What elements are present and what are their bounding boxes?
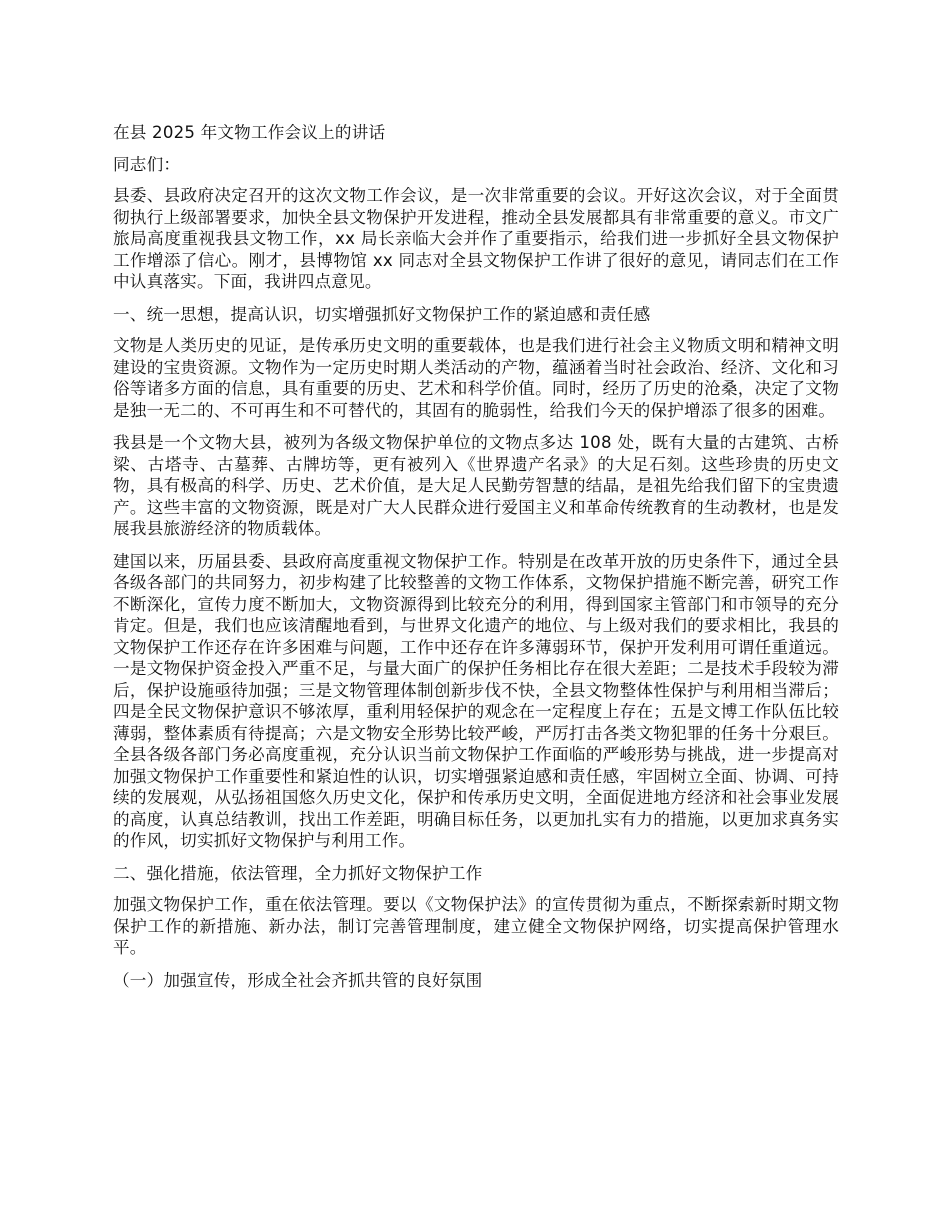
- paragraph-intro: 县委、县政府决定召开的这次文物工作会议，是一次非常重要的会议。开好这次会议，对于全面贯彻执行上级部署要求，加快全县文物保护开发进程，推动全县发展都具有非常重要的意义。市文广旅局高度重视我县文物工作，xx 局长亲临大会并作了重要指示，给我们进一步抓好全县文物保护工作增添了信心。刚才，县博物馆 xx 同志对全县文物保护工作讲了很好的意见，请同志们在工作中认真落实。下面，我讲四点意见。: [113, 186, 839, 291]
- paragraph-county-relics: 我县是一个文物大县，被列为各级文物保护单位的文物点多达 108 处，既有大量的古建筑、古桥梁、古塔寺、古墓葬、古牌坊等，更有被列入《世界遗产名录》的大足石刻。这些珍贵的历史文物，具有极高的科学、历史、艺术价值，是大足人民勤劳智慧的结晶，是祖先给我们留下的宝贵遗产。这些丰富的文物资源，既是对广大人民群众进行爱国主义和革命传统教育的生动教材，也是发展我县旅游经济的物质载体。: [113, 433, 839, 538]
- paragraph-problems: 建国以来，历届县委、县政府高度重视文物保护工作。特别是在改革开放的历史条件下，通过全县各级各部门的共同努力，初步构建了比较整善的文物工作体系，文物保护措施不断完善，研究工作不断深化，宣传力度不断加大，文物资源得到比较充分的利用，得到国家主管部门和市领导的充分肯定。但是，我们也应该清醒地看到，与世界文化遗产的地位、与上级对我们的要求相比，我县的文物保护工作还存在许多困难与问题，工作中还存在许多薄弱环节，保护开发利用可谓任重道远。一是文物保护资金投入严重不足，与量大面广的保护任务相比存在很大差距；二是技术手段较为滞后，保护设施亟待加强；三是文物管理体制创新步伐不快，全县文物整体性保护与利用相当滞后；四是全民文物保护意识不够浓厚，重利用轻保护的观念在一定程度上存在；五是文博工作队伍比较薄弱，整体素质有待提高；六是文物安全形势比较严峻，严厉打击各类文物犯罪的任务十分艰巨。全县各级各部门务必高度重视，充分认识当前文物保护工作面临的严峻形势与挑战，进一步提高对加强文物保护工作重要性和紧迫性的认识，切实增强紧迫感和责任感，牢固树立全面、协调、可持续的发展观，从弘扬祖国悠久历史文化，保护和传承历史文明，全面促进地方经济和社会事业发展的高度，认真总结教训，找出工作差距，明确目标任务，以更加扎实有力的措施，以更加求真务实的作风，切实抓好文物保护与利用工作。: [113, 551, 839, 850]
- subsection-heading-1: （一）加强宣传，形成全社会齐抓共管的良好氛围: [113, 970, 483, 990]
- document-title: 在县 2025 年文物工作会议上的讲话: [113, 123, 386, 142]
- paragraph-legal-management: 加强文物保护工作，重在依法管理。要以《文物保护法》的宣传贯彻为重点，不断探索新时期文物保护工作的新措施、新办法，制订完善管理制度，建立健全文物保护网络，切实提高保护管理水平。: [113, 895, 839, 957]
- salutation: 同志们：: [113, 154, 181, 174]
- section-heading-1: 一、统一思想，提高认识，切实增强抓好文物保护工作的紧迫感和责任感: [113, 304, 651, 324]
- document-page: [113, 122, 839, 1001]
- section-heading-2: 二、强化措施，依法管理，全力抓好文物保护工作: [113, 863, 483, 883]
- paragraph-cultural-relics-value: 文物是人类历史的见证，是传承历史文明的重要载体，也是我们进行社会主义物质文明和精神文明建设的宝贵资源。文物作为一定历史时期人类活动的产物，蕴涵着当时社会政治、经济、文化和习俗等诸多方面的信息，具有重要的历史、艺术和科学价值。同时，经历了历史的沧桑，决定了文物是独一无二的、不可再生和不可替代的，其固有的脆弱性，给我们今天的保护增添了很多的困难。: [113, 336, 839, 420]
